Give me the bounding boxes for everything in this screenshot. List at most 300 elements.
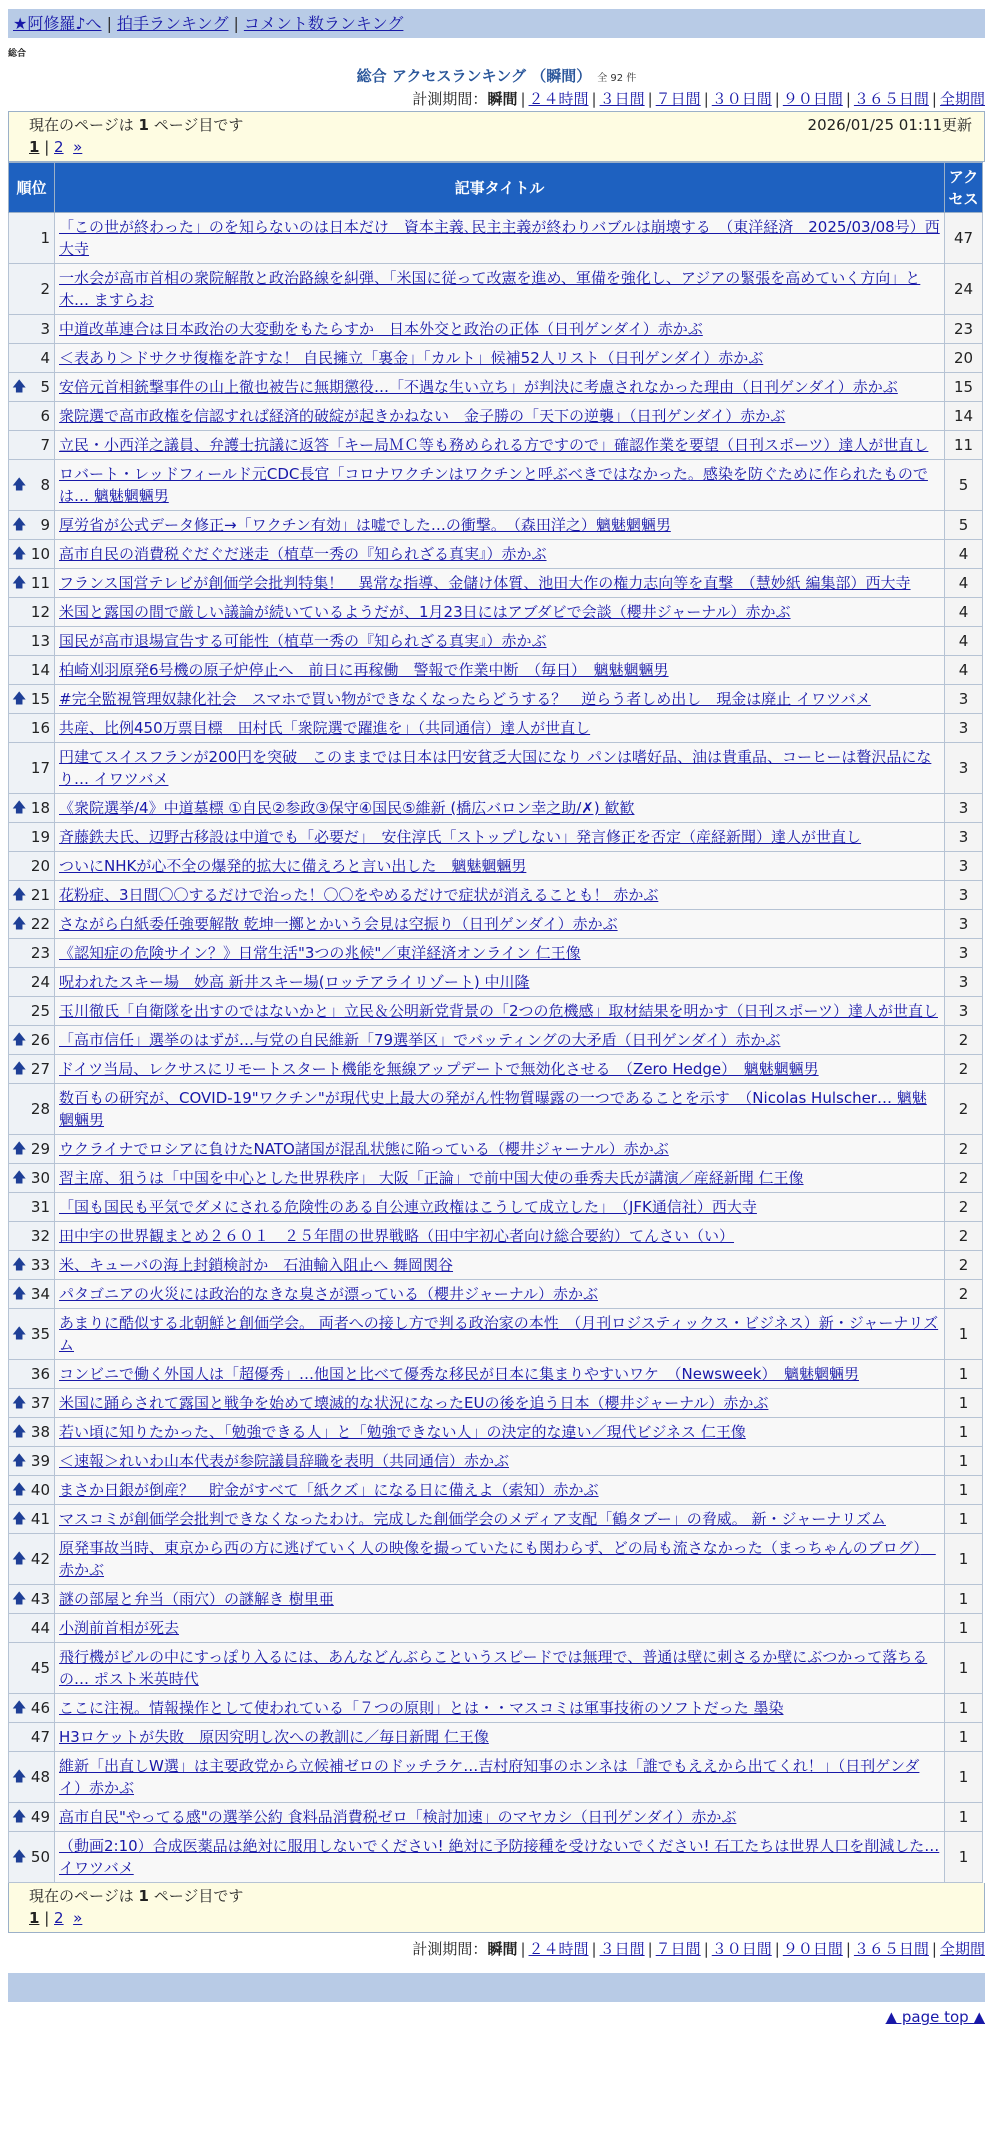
clap-ranking-link[interactable]: 拍手ランキング [116, 14, 229, 33]
table-row [9, 939, 983, 968]
title-cell [55, 968, 945, 997]
table-row [9, 968, 983, 997]
table-row [9, 213, 983, 264]
article-title-link[interactable]: 立民・小西洋之議員、弁護士抗議に返答「キー局ＭＣ等も務められる方ですので」確認作業を要望（日刊スポーツ）達人が世直し [59, 436, 929, 454]
rank-number: 50 [30, 1848, 50, 1866]
rank-cell [9, 910, 55, 939]
title-cell [55, 627, 945, 656]
table-row [9, 373, 983, 402]
table-row [9, 264, 983, 315]
rank-number: 29 [30, 1140, 50, 1158]
rank-number: 17 [30, 759, 50, 777]
article-title-link[interactable]: 「高市信任」選挙のはずが…与党の自民維新「79選挙区」でバッティングの大矛盾（日刊ゲンダイ）赤かぶ [59, 1031, 781, 1049]
article-title-link[interactable]: ウクライナでロシアに負けたNATO諸国が混乱状態に陥っている（櫻井ジャーナル）赤かぶ [59, 1140, 669, 1158]
rank-up-arrow-icon: 🡅 [12, 517, 27, 533]
article-title-link[interactable]: 花粉症、3日間〇〇するだけで治った！〇〇をやめるだけで症状が消えることも！ 赤かぶ [59, 886, 659, 904]
access-count: 23 [945, 315, 983, 344]
rank-number: 25 [30, 1002, 50, 1020]
rank-cell [9, 1193, 55, 1222]
article-title-link[interactable]: 《衆院選挙/4》中道墓標 ①自民②参政③保守④国民⑤維新 (橋広バロン幸之助/✗) 歓歓 [59, 799, 635, 817]
rank-number: 7 [40, 436, 50, 454]
access-count: 14 [945, 402, 983, 431]
table-row [9, 1251, 983, 1280]
title-cell [55, 1251, 945, 1280]
title-cell [55, 1164, 945, 1193]
article-title-link[interactable]: あまりに酷似する北朝鮮と創価学会。 両者への接し方で判る政治家の本性 （月刊ロジスティックス・ビジネス）新・ジャーナリズム [59, 1314, 939, 1354]
access-count: 4 [945, 598, 983, 627]
rank-up-arrow-icon: 🡅 [12, 1591, 27, 1607]
rank-cell [9, 1614, 55, 1643]
rank-number: 46 [30, 1699, 50, 1717]
title-cell [55, 1447, 945, 1476]
rank-up-arrow-icon: 🡅 [12, 1032, 27, 1048]
access-count: 1 [945, 1643, 983, 1694]
rank-number: 41 [30, 1510, 50, 1528]
access-count: 5 [945, 460, 983, 511]
table-row [9, 1135, 983, 1164]
rank-cell [9, 852, 55, 881]
rank-number: 23 [30, 944, 50, 962]
title-cell [55, 1832, 945, 1883]
article-title-link[interactable]: H3ロケットが失敗 原因究明し次への教訓に／毎日新聞 仁王像 [59, 1728, 489, 1746]
table-row [9, 743, 983, 794]
article-title-link[interactable]: ＜表あり＞ドサクサ復権を許すな！ 自民擁立「裏金」「カルト」候補52人リスト（日刊ゲンダイ）赤かぶ [59, 349, 764, 367]
article-title-link[interactable]: ＜速報＞れいわ山本代表が参院議員辞職を表明（共同通信）赤かぶ [59, 1452, 510, 1470]
rank-up-arrow-icon: 🡅 [12, 1700, 27, 1716]
access-count: 1 [945, 1614, 983, 1643]
rank-number: 22 [30, 915, 50, 933]
article-title-link[interactable]: 呪われたスキー場＿妙高 新井スキー場(ロッテアライリゾート) 中川隆 [59, 973, 530, 991]
period-separator: | [774, 90, 780, 108]
period-separator: | [931, 1940, 937, 1958]
current-page-text: 現在のページは 1 ページ目です [29, 1887, 244, 1905]
article-title-link[interactable]: 斉藤鉄夫氏、辺野古移設は中道でも「必要だ」 安住淳氏「ストップしない」発言修正を否定（産経新聞）達人が世直し [59, 828, 862, 846]
title-cell [55, 213, 945, 264]
page-link-2[interactable]: 2 [54, 138, 64, 156]
access-count: 3 [945, 968, 983, 997]
rank-cell [9, 1135, 55, 1164]
period-current: 瞬間 [487, 1940, 518, 1958]
access-count: 2 [945, 1135, 983, 1164]
rank-number: 45 [30, 1659, 50, 1677]
title-cell [55, 685, 945, 714]
rank-cell [9, 431, 55, 460]
next-page-link[interactable]: » [73, 138, 83, 156]
title-cell [55, 1476, 945, 1505]
rank-up-arrow-icon: 🡅 [12, 1769, 27, 1785]
access-count: 47 [945, 213, 983, 264]
title-cell [55, 1222, 945, 1251]
rank-number: 47 [30, 1728, 50, 1746]
title-cell [55, 1643, 945, 1694]
period-current: 瞬間 [487, 90, 518, 108]
rank-cell [9, 627, 55, 656]
article-title-link[interactable]: 共産、比例450万票目標 田村氏「衆院選で躍進を」（共同通信）達人が世直し [59, 719, 591, 737]
access-count: 24 [945, 264, 983, 315]
rank-number: 31 [30, 1198, 50, 1216]
period-option-link[interactable]: ３６５日間 [853, 1940, 929, 1958]
article-title-link[interactable]: 衆院選で高市政権を信認すれば経済的破綻が起きかねない 金子勝の「天下の逆襲」（日刊ゲンダイ）赤かぶ [59, 407, 786, 425]
rank-cell [9, 213, 55, 264]
period-option-link[interactable]: 全期間 [939, 90, 985, 108]
article-title-link[interactable]: コンビニで働く外国人は「超優秀」…他国と比べて優秀な移民が日本に集まりやすいワケ （Newsweek） 魑魅魍魎男 [59, 1365, 859, 1383]
rank-number: 12 [30, 603, 50, 621]
rank-number: 19 [30, 828, 50, 846]
title-cell [55, 402, 945, 431]
access-count: 2 [945, 1084, 983, 1135]
rank-cell [9, 315, 55, 344]
access-count: 3 [945, 881, 983, 910]
access-count: 2 [945, 1222, 983, 1251]
access-count: 1 [945, 1803, 983, 1832]
article-title-link[interactable]: 円建てスイスフランが200円を突破 このままでは日本は円安貧乏大国になり パンは嗜好品、油は貴重品、コーヒーは贅沢品になり… イワツバメ [59, 748, 932, 788]
article-title-link[interactable]: 厚労省が公式データ修正→「ワクチン有効」は嘘でした…の衝撃。 （森田洋之）魑魅魍魎男 [59, 516, 671, 534]
period-label: 計測期間： [412, 1940, 488, 1958]
table-row [9, 1505, 983, 1534]
rank-number: 15 [30, 690, 50, 708]
rank-cell [9, 1222, 55, 1251]
rank-number: 24 [30, 973, 50, 991]
rank-cell [9, 881, 55, 910]
period-option-link[interactable]: ２４時間 [528, 1940, 589, 1958]
rank-number: 4 [40, 349, 50, 367]
article-title-link[interactable]: 小渕前首相が死去 [59, 1619, 180, 1637]
rank-cell [9, 569, 55, 598]
period-separator: | [647, 90, 653, 108]
col-header-access: アクセス [945, 163, 983, 213]
article-title-link[interactable]: 飛行機がビルの中にすっぽり入るには、あんなどんぶらこというスピードでは無理で、普通は壁に刺さるか壁にぶつかって落ちるの… ポスト米英時代 [59, 1648, 928, 1688]
article-title-link[interactable]: ロバート・レッドフィールド元CDC長官「コロナワクチンはワクチンと呼ぶべきではなかった。感染を防ぐために作られたものでは… 魑魅魍魎男 [59, 465, 928, 505]
title-cell [55, 264, 945, 315]
rank-cell [9, 540, 55, 569]
period-selector-bottom [0, 1933, 993, 1965]
rank-up-arrow-icon: 🡅 [12, 477, 27, 493]
title-cell [55, 997, 945, 1026]
period-selector [0, 87, 993, 111]
table-row [9, 1832, 983, 1883]
period-separator: | [774, 1940, 780, 1958]
rank-number: 14 [30, 661, 50, 679]
access-count: 1 [945, 1832, 983, 1883]
article-title-link[interactable]: 一水会が高市首相の衆院解散と政治路線を糾弾、「米国に従って改憲を進め、軍備を強化し、アジアの緊張を高めていく方向」と木… ますらお [59, 269, 921, 309]
next-page-link[interactable]: » [73, 1909, 83, 1927]
title-cell [55, 794, 945, 823]
access-count: 1 [945, 1418, 983, 1447]
rank-number: 33 [30, 1256, 50, 1274]
title-cell [55, 714, 945, 743]
rank-cell [9, 402, 55, 431]
rank-number: 9 [40, 516, 50, 534]
nav-separator: | [233, 14, 239, 33]
rank-cell [9, 264, 55, 315]
title-cell [55, 511, 945, 540]
table-row [9, 569, 983, 598]
rank-up-arrow-icon: 🡅 [12, 1424, 27, 1440]
access-count: 1 [945, 1447, 983, 1476]
table-row [9, 1055, 983, 1084]
table-row [9, 540, 983, 569]
table-row [9, 1803, 983, 1832]
comment-ranking-link[interactable]: コメント数ランキング [243, 14, 404, 33]
access-count: 2 [945, 1026, 983, 1055]
access-count: 1 [945, 1752, 983, 1803]
rank-up-arrow-icon: 🡅 [12, 1482, 27, 1498]
period-option-link[interactable]: 全期間 [939, 1940, 985, 1958]
article-title-link[interactable]: 原発事故当時、東京から西の方に逃げていく人の映像を撮っていたにも関わらず、どの局も流さなかった（まっちゃんのブログ） 赤かぶ [59, 1539, 936, 1579]
article-title-link[interactable]: 米、キューバの海上封鎖検討か 石油輸入阻止へ 舞岡関谷 [59, 1256, 454, 1274]
rank-cell [9, 997, 55, 1026]
article-title-link[interactable]: 習主席、狙うは「中国を中心とした世界秩序」 大阪「正論」で前中国大使の垂秀夫氏が講演／産経新聞 仁王像 [59, 1169, 804, 1187]
rank-cell [9, 1360, 55, 1389]
rank-number: 39 [30, 1452, 50, 1470]
rank-cell [9, 1752, 55, 1803]
rank-cell [9, 598, 55, 627]
access-count: 4 [945, 627, 983, 656]
period-option-link[interactable]: ３日間 [599, 1940, 645, 1958]
title-cell [55, 1752, 945, 1803]
article-title-link[interactable]: 田中宇の世界観まとめ２６０１ ２５年間の世界戦略（田中宇初心者向け総合要約）てんさい（い） [59, 1227, 735, 1245]
access-count: 1 [945, 1476, 983, 1505]
rank-up-arrow-icon: 🡅 [12, 1551, 27, 1567]
top-nav-bar [8, 9, 985, 38]
title-cell [55, 1193, 945, 1222]
rank-number: 44 [30, 1619, 50, 1637]
table-row [9, 685, 983, 714]
access-count: 1 [945, 1309, 983, 1360]
rank-number: 37 [30, 1394, 50, 1412]
article-title-link[interactable]: （動画2:10）合成医薬品は絶対に服用しないでください! 絶対に予防接種を受けないでください! 石工たちは世界人口を削減した… イワツバメ [59, 1837, 940, 1877]
table-row [9, 1476, 983, 1505]
article-title-link[interactable]: 「この世が終わった」のを知らないのは日本だけ 資本主義､民主主義が終わりバブルは崩壊する （東洋経済 2025/03/08号）西大寺 [59, 218, 940, 258]
rank-cell [9, 1534, 55, 1585]
page-links: 1 | 2 » [29, 138, 83, 156]
rank-cell [9, 1447, 55, 1476]
table-row [9, 1723, 983, 1752]
article-title-link[interactable]: 米国に踊らされて露国と戦争を始めて壊滅的な状況になったEUの後を追う日本（櫻井ジャーナル）赤かぶ [59, 1394, 769, 1412]
table-row [9, 1164, 983, 1193]
article-title-link[interactable]: 高市自民"やってる感"の選挙公約 食料品消費税ゼロ「検討加速」のマヤカシ（日刊ゲンダイ）赤かぶ [59, 1808, 737, 1826]
title-cell [55, 1135, 945, 1164]
total-count: 全 92 件 [597, 73, 637, 84]
article-title-link[interactable]: パタゴニアの火災には政治的なきな臭さが漂っている（櫻井ジャーナル）赤かぶ [59, 1285, 598, 1303]
period-separator: | [703, 1940, 709, 1958]
title-cell [55, 1418, 945, 1447]
rank-number: 16 [30, 719, 50, 737]
page-links: 1 | 2 » [29, 1909, 83, 1927]
rank-number: 49 [30, 1808, 50, 1826]
period-option-link[interactable]: ９０日間 [782, 90, 843, 108]
table-row [9, 1752, 983, 1803]
rank-number: 5 [40, 378, 50, 396]
period-option-link[interactable]: ３日間 [599, 90, 645, 108]
rank-cell [9, 1309, 55, 1360]
article-title-link[interactable]: 国民が高市退場宣告する可能性（植草一秀の『知られざる真実』）赤かぶ [59, 632, 547, 650]
table-row [9, 1389, 983, 1418]
page-link-current: 1 [29, 138, 40, 156]
rank-number: 13 [30, 632, 50, 650]
period-option-link[interactable]: ７日間 [655, 90, 701, 108]
rank-number: 21 [30, 886, 50, 904]
pager-bottom [8, 1883, 985, 1933]
article-title-link[interactable]: 安倍元首相銃撃事件の山上徹也被告に無期懲役…「不遇な生い立ち」が判決に考慮されなかった理由（日刊ゲンダイ）赤かぶ [59, 378, 898, 396]
table-row [9, 656, 983, 685]
nav-separator: | [106, 14, 112, 33]
rank-cell [9, 743, 55, 794]
article-title-link[interactable]: 玉川徹氏「自衛隊を出すのではないかと」立民＆公明新党背景の「2つの危機感」取材結果を明かす（日刊スポーツ）達人が世直し [59, 1002, 938, 1020]
period-option-link[interactable]: ３０日間 [711, 1940, 772, 1958]
footer-bar [8, 1973, 985, 2002]
period-separator: | [845, 1940, 851, 1958]
article-title-link[interactable]: ドイツ当局、レクサスにリモートスタート機能を無線アップデートで無効化させる （Zero Hedge） 魑魅魍魎男 [59, 1060, 819, 1078]
article-title-link[interactable]: フランス国営テレビが創価学会批判特集！ 異常な指導、金儲け体質、池田大作の権力志向等を直撃 （慧妙紙 編集部）西大寺 [59, 574, 911, 592]
access-count: 11 [945, 431, 983, 460]
ranking-table [8, 162, 983, 1883]
table-row [9, 1193, 983, 1222]
rank-number: 20 [30, 857, 50, 875]
rank-cell [9, 1585, 55, 1614]
rank-cell [9, 968, 55, 997]
rank-up-arrow-icon: 🡅 [12, 1511, 27, 1527]
access-count: 2 [945, 1251, 983, 1280]
rank-number: 42 [30, 1550, 50, 1568]
site-home-link[interactable]: ★阿修羅♪へ [13, 14, 102, 33]
rank-up-arrow-icon: 🡅 [12, 800, 27, 816]
rank-number: 6 [40, 407, 50, 425]
article-title-link[interactable]: まさか日銀が倒産？ 貯金がすべて「紙クズ」になる日に備えよ（索知）赤かぶ [59, 1481, 599, 1499]
table-row [9, 511, 983, 540]
access-count: 2 [945, 1193, 983, 1222]
title-cell [55, 910, 945, 939]
table-row [9, 910, 983, 939]
article-title-link[interactable]: ついにNHKが心不全の爆発的拡大に備えろと言い出した 魑魅魍魎男 [59, 857, 527, 875]
rank-number: 48 [30, 1768, 50, 1786]
title-cell [55, 1614, 945, 1643]
access-count: 3 [945, 910, 983, 939]
access-count: 1 [945, 1694, 983, 1723]
access-count: 2 [945, 1164, 983, 1193]
table-row [9, 1360, 983, 1389]
rank-number: 32 [30, 1227, 50, 1245]
period-option-link[interactable]: ２４時間 [528, 90, 589, 108]
rank-number: 36 [30, 1365, 50, 1383]
article-title-link[interactable]: #完全監視管理奴隷化社会 スマホで買い物ができなくなったらどうする？ 逆らう者しめ出し 現金は廃止 イワツバメ [59, 690, 871, 708]
rank-up-arrow-icon: 🡅 [12, 1453, 27, 1469]
period-separator: | [703, 90, 709, 108]
title-cell [55, 881, 945, 910]
rank-cell [9, 1055, 55, 1084]
rank-number: 26 [30, 1031, 50, 1049]
rank-up-arrow-icon: 🡅 [12, 1061, 27, 1077]
rank-up-arrow-icon: 🡅 [12, 916, 27, 932]
rank-up-arrow-icon: 🡅 [12, 546, 27, 562]
access-count: 3 [945, 714, 983, 743]
period-option-link[interactable]: ３０日間 [711, 90, 772, 108]
article-title-link[interactable]: 高市自民の消費税ぐだぐだ迷走（植草一秀の『知られざる真実』）赤かぶ [59, 545, 547, 563]
article-title-link[interactable]: 数百もの研究が、COVID-19"ワクチン"が現代史上最大の発がん性物質曝露の一つであることを示す （Nicolas Hulscher… 魑魅魍魎男 [59, 1089, 927, 1129]
rank-number: 43 [30, 1590, 50, 1608]
table-row [9, 1309, 983, 1360]
access-count: 3 [945, 939, 983, 968]
period-option-link[interactable]: ９０日間 [782, 1940, 843, 1958]
table-row [9, 598, 983, 627]
rank-number: 30 [30, 1169, 50, 1187]
access-count: 20 [945, 344, 983, 373]
access-count: 1 [945, 1585, 983, 1614]
article-title-link[interactable]: 維新「出直しW選」は主要政党から立候補ゼロのドッチラケ…吉村府知事のホンネは「誰でもええから出てくれ！」（日刊ゲンダイ）赤かぶ [59, 1757, 920, 1797]
category-label: 総合 [8, 49, 27, 59]
article-title-link[interactable]: 「国も国民も平気でダメにされる危険性のある自公連立政権はこうして成立した」 （JFK通信社）西大寺 [59, 1198, 757, 1216]
access-count: 15 [945, 373, 983, 402]
rank-cell [9, 373, 55, 402]
access-count: 3 [945, 852, 983, 881]
rank-number: 28 [30, 1100, 50, 1118]
table-row [9, 1280, 983, 1309]
article-title-link[interactable]: 中道改革連合は日本政治の大変動をもたらすか 日本外交と政治の正体（日刊ゲンダイ）赤かぶ [59, 320, 703, 338]
period-separator: | [647, 1940, 653, 1958]
rank-up-arrow-icon: 🡅 [12, 1809, 27, 1825]
access-count: 4 [945, 540, 983, 569]
article-title-link[interactable]: 《認知症の危険サイン？》日常生活"3つの兆候"／東洋経済オンライン 仁王像 [59, 944, 581, 962]
updated-timestamp: 2026/01/25 01:11更新 [807, 116, 972, 134]
period-option-link[interactable]: ３６５日間 [853, 90, 929, 108]
access-count: 1 [945, 1534, 983, 1585]
article-title-link[interactable]: 若い頃に知りたかった、「勉強できる人」と「勉強できない人」の決定的な違い／現代ビジネス 仁王像 [59, 1423, 746, 1441]
ranking-title-row [0, 65, 993, 87]
table-row [9, 1026, 983, 1055]
rank-cell [9, 1251, 55, 1280]
article-title-link[interactable]: ここに注視。情報操作として使われている「７つの原則」とは・・マスコミは軍事技術のソフトだった 墨染 [59, 1699, 784, 1717]
access-count: 3 [945, 743, 983, 794]
page-top-link[interactable]: ▲ page top ▲ [885, 2008, 985, 2026]
article-title-link[interactable]: マスコミが創価学会批判できなくなったわけ。完成した創価学会のメディア支配「鶴タブー」の脅威。 新・ジャーナリズム [59, 1510, 886, 1528]
period-separator: | [845, 90, 851, 108]
period-separator: | [520, 90, 526, 108]
article-title-link[interactable]: さながら白紙委任強要解散 乾坤一擲とかいう会見は空振り（日刊ゲンダイ）赤かぶ [59, 915, 618, 933]
period-option-link[interactable]: ７日間 [655, 1940, 701, 1958]
rank-up-arrow-icon: 🡅 [12, 1141, 27, 1157]
title-cell [55, 1585, 945, 1614]
rank-cell [9, 1505, 55, 1534]
table-row [9, 460, 983, 511]
title-cell [55, 373, 945, 402]
rank-cell [9, 1694, 55, 1723]
title-cell [55, 431, 945, 460]
rank-up-arrow-icon: 🡅 [12, 1849, 27, 1865]
rank-cell [9, 511, 55, 540]
title-cell [55, 1803, 945, 1832]
rank-cell [9, 1723, 55, 1752]
title-cell [55, 460, 945, 511]
title-cell [55, 1280, 945, 1309]
period-separator: | [591, 1940, 597, 1958]
table-row [9, 1643, 983, 1694]
page-link-2[interactable]: 2 [54, 1909, 64, 1927]
table-row [9, 1694, 983, 1723]
table-row [9, 1418, 983, 1447]
table-row [9, 997, 983, 1026]
article-title-link[interactable]: 謎の部屋と弁当（雨穴）の謎解き 樹里亜 [59, 1590, 334, 1608]
rank-number: 10 [30, 545, 50, 563]
table-row [9, 627, 983, 656]
title-cell [55, 315, 945, 344]
title-cell [55, 1534, 945, 1585]
article-title-link[interactable]: 米国と露国の間で厳しい議論が続いているようだが、1月23日にはアブダビで会談（櫻井ジャーナル）赤かぶ [59, 603, 791, 621]
rank-number: 27 [30, 1060, 50, 1078]
title-cell [55, 1055, 945, 1084]
table-row [9, 344, 983, 373]
article-title-link[interactable]: 柏崎刈羽原発6号機の原子炉停止へ 前日に再稼働 警報で作業中断 （毎日） 魑魅魍魎男 [59, 661, 669, 679]
access-count: 4 [945, 569, 983, 598]
